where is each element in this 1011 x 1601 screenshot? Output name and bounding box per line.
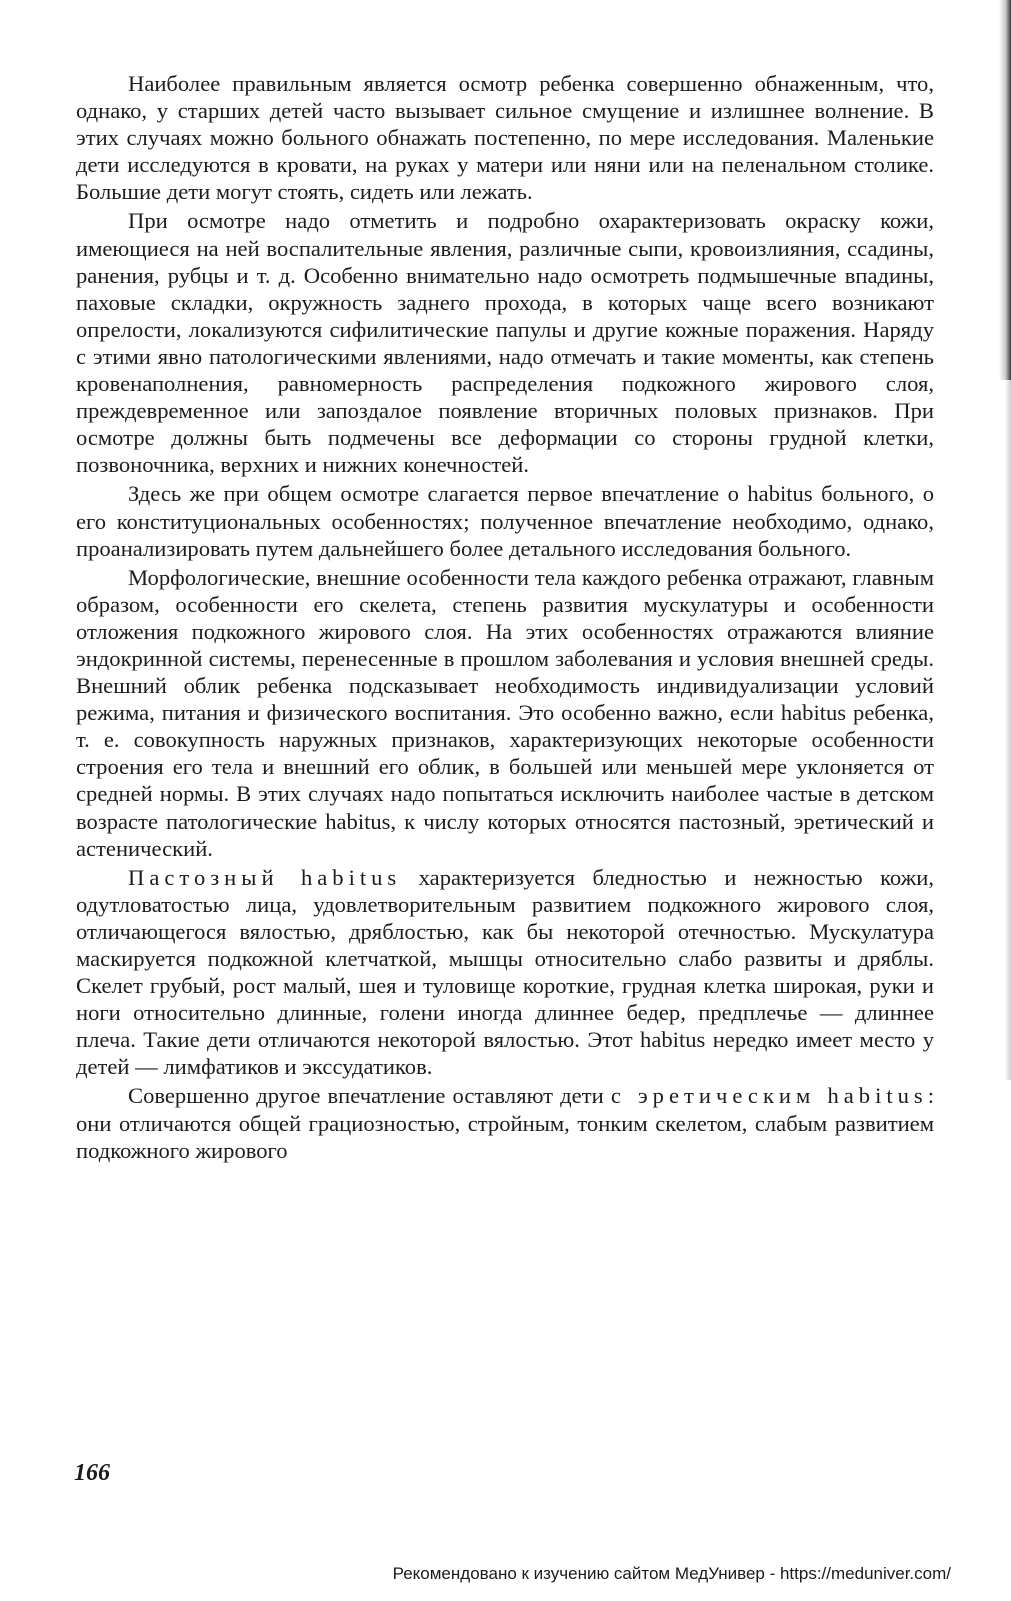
- paragraph-5: [76, 864, 934, 1081]
- page-number: 166: [74, 1460, 110, 1486]
- paragraph-5-text: характеризуется бледностью и нежностью кожи, одутловатостью лица, удовлетворительным развитием подкожного жирового слоя, отличающегося вялостью, дряблостью, как бы некоторой отечностью. Мускулатура маскируется подкожной клетчаткой, мышцы относительно слабо развиты и дряблы. Скелет грубый, рост малый, шея и туловище короткие, грудная клетка широкая, руки и ноги относительно длинные, голени иногда длиннее бедер, предплечье — длиннее плеча. Такие дети отличаются некоторой вялостью. Этот habitus нередко имеет место у детей — лимфатиков и экссудатиков.: [76, 864, 934, 1080]
- page-edge-shadow-lower: [1005, 380, 1011, 1080]
- paragraph-3: Здесь же при общем осмотре слагается первое впечатление о habitus больного, о его конституциональных особенностях; полученное впечатление необходимо, однако, проанализировать путем дальнейшего более детального исследования больного.: [76, 481, 934, 561]
- paragraph-6: [76, 1082, 934, 1163]
- paragraph-6-lead: Совершенно другое впечатление оставляют дети: [128, 1083, 611, 1109]
- page-edge-shadow: [999, 0, 1011, 380]
- body-text: [76, 70, 934, 1164]
- footer-recommendation: Рекомендовано к изучению сайтом МедУнивер - https://meduniver.com/: [392, 1564, 951, 1583]
- term-pastozny-habitus: Пастозный habitus: [128, 864, 402, 890]
- paragraph-4: Морфологические, внешние особенности тела каждого ребенка отражают, главным образом, особенности его скелета, степень развития мускулатуры и особенности отложения подкожного жирового слоя. На этих особенностях отражаются влияние эндокринной системы, перенесенные в прошлом заболевания и условия внешней среды. Внешний облик ребенка подсказывает необходимость индивидуализации условий режима, питания и физического воспитания. Это особенно важно, если habitus ребенка, т. е. совокупность наружных признаков, характеризующих некоторые особенности строения его тела и внешний его облик, в большей или меньшей мере уклоняется от средней нормы. В этих случаях надо попытаться исключить наиболее частые в детском возрасте патологические habitus, к числу которых относятся пастозный, эретический и астенический.: [76, 564, 934, 861]
- paragraph-6-text: : они отличаются общей грациозностью, стройным, тонким скелетом, слабым развитием подкожного жирового: [76, 1083, 934, 1163]
- term-eretichesky-habitus: с эретическим habitus: [610, 1083, 928, 1109]
- paragraph-1: Наиболее правильным является осмотр ребенка совершенно обнаженным, что, однако, у старших детей часто вызывает сильное смущение и излишнее волнение. В этих случаях можно больного обнажать постепенно, по мере исследования. Маленькие дети исследуются в кровати, на руках у матери или няни или на пеленальном столике. Большие дети могут стоять, сидеть или лежать.: [76, 71, 934, 205]
- paragraph-2: При осмотре надо отметить и подробно охарактеризовать окраску кожи, имеющиеся на ней воспалительные явления, различные сыпи, кровоизлияния, ссадины, ранения, рубцы и т. д. Особенно внимательно надо осмотреть подмышечные впадины, паховые складки, окружность заднего прохода, в которых чаще всего возникают опрелости, локализуются сифилитические папулы и другие кожные поражения. Наряду с этими явно патологическими явлениями, надо отмечать и такие моменты, как степень кровенаполнения, равномерность распределения подкожного жирового слоя, преждевременное или запоздалое появление вторичных половых признаков. При осмотре должны быть подмечены все деформации со стороны грудной клетки, позвоночника, верхних и нижних конечностей.: [76, 208, 934, 478]
